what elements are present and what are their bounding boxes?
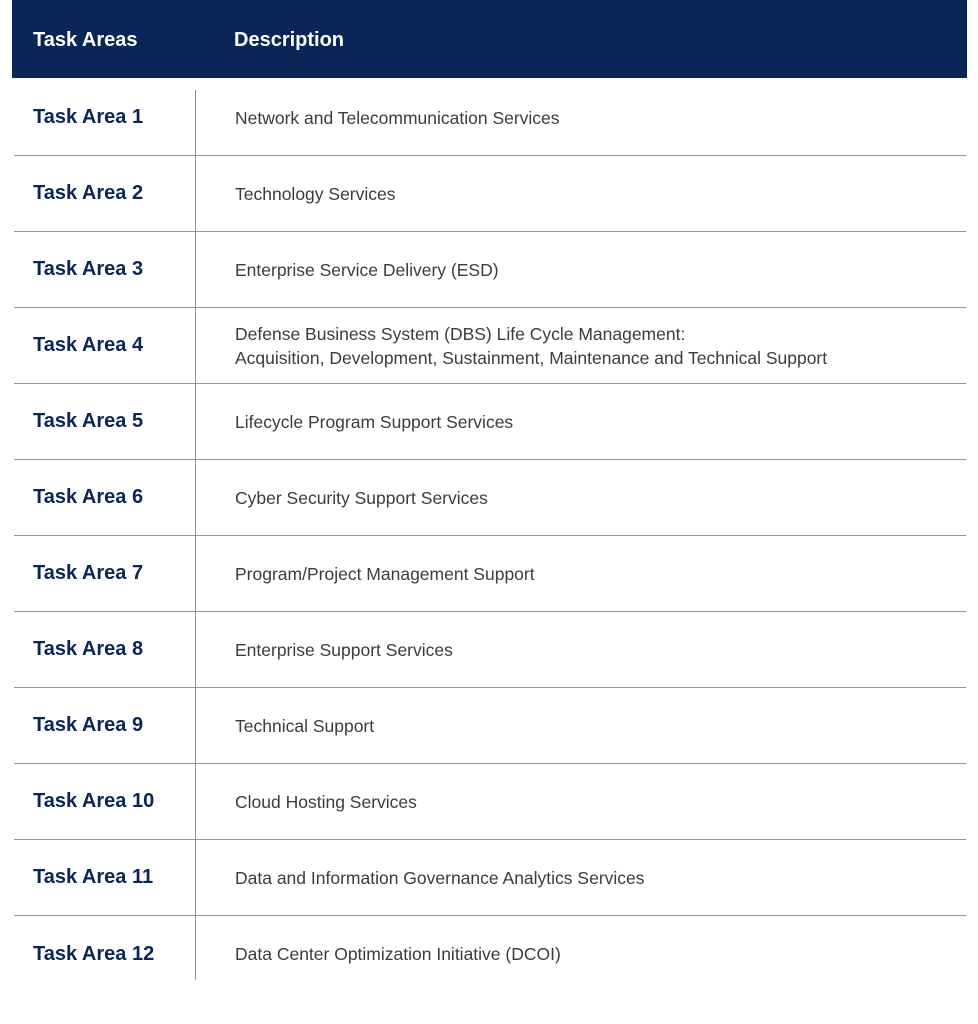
task-area-cell: Task Area 3	[33, 258, 144, 280]
table-row	[14, 612, 966, 688]
task-area-cell: Task Area 2	[33, 182, 144, 204]
task-area-cell: Task Area 6	[33, 486, 144, 508]
description-cell: Defense Business System (DBS) Life Cycle Management: Acquisition, Development, Sustainment, Maintenance and Technical Support	[235, 323, 828, 368]
table-header	[12, 0, 967, 78]
task-area-cell: Task Area 8	[33, 638, 144, 660]
table-row	[14, 688, 966, 764]
task-area-cell: Task Area 12	[33, 942, 155, 965]
description-cell: Cyber Security Support Services	[235, 487, 488, 508]
table-row	[14, 916, 966, 992]
table-row	[14, 536, 966, 612]
table-row	[14, 156, 966, 232]
description-cell: Data and Information Governance Analytics Services	[235, 867, 645, 888]
task-area-cell: Task Area 10	[33, 790, 155, 812]
description-cell: Technology Services	[235, 183, 396, 204]
task-area-cell: Task Area 7	[33, 562, 144, 584]
table-row	[14, 384, 966, 460]
description-cell: Enterprise Support Services	[235, 639, 453, 660]
task-area-cell: Task Area 1	[33, 106, 144, 128]
description-cell: Enterprise Service Delivery (ESD)	[235, 259, 499, 280]
description-cell: Network and Telecommunication Services	[235, 107, 560, 128]
task-area-cell: Task Area 9	[33, 714, 144, 736]
task-area-cell: Task Area 4	[33, 334, 144, 356]
task-area-cell: Task Area 11	[33, 866, 154, 888]
description-cell: Data Center Optimization Initiative (DCOI)	[235, 944, 561, 964]
table-row	[14, 232, 966, 308]
task-area-cell: Task Area 5	[33, 410, 144, 432]
table-row	[14, 764, 966, 840]
table-row	[14, 840, 966, 916]
table-row	[14, 308, 966, 384]
header-description: Description	[234, 29, 345, 51]
description-cell: Lifecycle Program Support Services	[235, 411, 514, 432]
description-cell: Cloud Hosting Services	[235, 791, 417, 812]
table-body	[14, 80, 966, 992]
header-task-areas: Task Areas	[33, 29, 138, 51]
table-row	[14, 460, 966, 536]
description-cell: Program/Project Management Support	[235, 563, 535, 584]
description-cell: Technical Support	[235, 715, 375, 736]
table-row	[14, 80, 966, 156]
